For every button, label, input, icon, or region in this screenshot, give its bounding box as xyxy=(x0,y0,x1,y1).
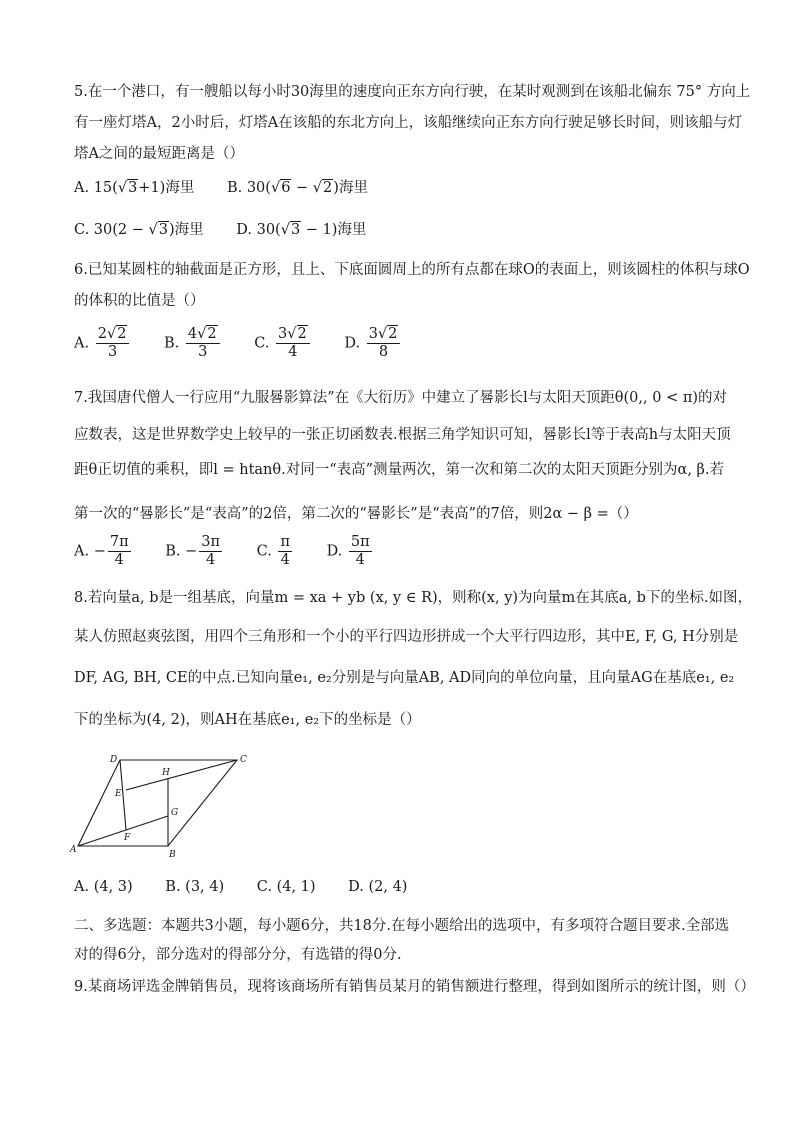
q5-line1: 5.在一个港口，有一艘船以每小时30海里的速度向正东方向行驶，在某时观测到在该船北偏东 75° 方向上 xyxy=(74,84,751,100)
option-text: 30(2 − xyxy=(93,222,149,238)
outer-parallelogram xyxy=(78,760,237,846)
label-b: B xyxy=(169,850,176,860)
option-text: )海里 xyxy=(333,180,368,196)
denominator: 8 xyxy=(378,344,389,360)
option-label: B. xyxy=(165,543,181,560)
option-value: (2, 4) xyxy=(368,879,408,895)
q8-line1: 8.若向量a, b是一组基底，向量m = xa + yb (x, y ∈ R)，则称(x, y)为向量m在其底a, b下的坐标.如图， xyxy=(74,590,753,606)
q6-line1: 6.已知某圆柱的轴截面是正方形，且上、下底面圆周上的所有点都在球O的表面上，则该圆柱的体积与球O xyxy=(74,262,750,278)
q5-option-d[interactable]: D. 30(√3 − 1)海里 xyxy=(236,222,367,238)
option-label: C. xyxy=(74,222,90,238)
radicand: 3 xyxy=(290,222,301,238)
q7-option-c[interactable] xyxy=(257,534,294,569)
option-value: (4, 3) xyxy=(93,879,133,895)
option-label: A. xyxy=(74,879,90,895)
option-text: 30( xyxy=(256,222,281,238)
option-value: (4, 1) xyxy=(276,879,316,895)
q8-option-a[interactable] xyxy=(74,877,133,897)
q6-option-d[interactable] xyxy=(344,326,402,361)
sign: − xyxy=(93,543,106,560)
radicand: 2 xyxy=(323,180,333,196)
coef: 2 xyxy=(97,326,107,342)
fraction: $\frac{4√2}{3}$ xyxy=(186,326,220,361)
label-f: F xyxy=(124,833,131,843)
option-value: (3, 4) xyxy=(185,879,225,895)
radicand: 2 xyxy=(297,326,307,342)
label-d: D xyxy=(110,755,118,765)
segment-ag xyxy=(78,816,168,846)
q9-line1: 9.某商场评选金牌销售员，现将该商场所有销售员某月的销售额进行整理，得到如图所示的统计图，则（） xyxy=(74,979,755,995)
q5-option-c[interactable]: C. 30(2 − √3)海里 xyxy=(74,222,204,238)
option-label: A. xyxy=(74,335,90,352)
option-label: C. xyxy=(256,543,272,560)
q8-option-d[interactable] xyxy=(348,877,407,897)
option-label: D. xyxy=(326,543,343,560)
option-label: D. xyxy=(344,335,361,352)
option-text: +1)海里 xyxy=(138,180,195,196)
option-label: A. xyxy=(74,543,90,560)
q6-line2: 的体积的比值是（） xyxy=(74,293,205,309)
q6-option-c[interactable] xyxy=(254,326,312,361)
q7-line2: 应数表，这是世界数学史上较早的一张正切函数表.根据三角学知识可知，晷影长l等于表高h与太阳天顶 xyxy=(74,427,731,443)
q8-line2: 某人仿照赵爽弦图，用四个三角形和一个小的平行四边形拼成一个大平行四边形，其中E, F, G, H分别是 xyxy=(74,629,739,645)
section2-line2: 对的得6分，部分选对的得部分分，有选错的得0分. xyxy=(74,947,402,963)
radicand: 2 xyxy=(117,326,127,342)
radicand: 3 xyxy=(128,180,138,196)
fraction xyxy=(278,534,292,569)
option-label: B. xyxy=(164,335,180,352)
q5-line3: 塔A之间的最短距离是（） xyxy=(74,146,244,162)
q6-option-a[interactable] xyxy=(74,326,131,361)
label-h: H xyxy=(162,768,170,778)
radicand: 6 xyxy=(281,180,291,196)
parallelogram-figure xyxy=(70,752,245,862)
segment-ce xyxy=(126,760,237,790)
denominator: 4 xyxy=(206,552,216,568)
denominator: 4 xyxy=(355,552,365,568)
option-text: )海里 xyxy=(168,222,204,238)
option-label: D. xyxy=(236,222,252,238)
denominator: 3 xyxy=(198,344,208,360)
q7-line4: 第一次的“晷影长”是“表高”的2倍，第二次的“晷影长”是“表高”的7倍，则2α − β =（） xyxy=(74,506,638,522)
q8-line4: 下的坐标为(4, 2)，则AH在基底e₁, e₂下的坐标是（） xyxy=(74,712,421,728)
q8-line3: DF, AG, BH, CE的中点.已知向量e₁, e₂分别是与向量AB, AD同向的单位向量，且向量AG在基底e₁, e₂ xyxy=(74,670,735,686)
q7-line3: 距θ正切值的乘积，即l = htanθ.对同一“表高”测量两次，第一次和第二次的太阳天顶距分别为α, β.若 xyxy=(74,462,725,478)
option-label: B. xyxy=(226,180,243,196)
option-label: D. xyxy=(348,879,364,895)
fraction: $\frac{3√2}{8}$ xyxy=(367,326,401,361)
denominator: 3 xyxy=(107,344,118,360)
coef: 4 xyxy=(187,326,198,342)
fraction xyxy=(349,534,372,569)
q8-option-c[interactable] xyxy=(257,877,316,897)
option-text: 15( xyxy=(93,180,118,196)
fraction: $\frac{3√2}{4}$ xyxy=(276,326,310,361)
numerator: 3π xyxy=(201,534,221,550)
q8-option-b[interactable] xyxy=(165,877,224,897)
q7-option-a[interactable] xyxy=(74,534,133,569)
label-g: G xyxy=(171,808,179,818)
q5-option-b[interactable]: B. 30(√6 − √2)海里 xyxy=(226,180,368,196)
radicand: 2 xyxy=(207,326,217,342)
label-a: A xyxy=(70,845,77,855)
q7-options xyxy=(74,534,402,569)
denominator: 4 xyxy=(288,344,298,360)
numerator: π xyxy=(280,534,290,550)
section2-line1: 二、多选题：本题共3小题，每小题6分，共18分.在每小题给出的选项中，有多项符合题目要求.全部选 xyxy=(74,918,730,934)
option-text: − xyxy=(291,180,313,196)
q7-option-b[interactable] xyxy=(165,534,224,569)
sign: − xyxy=(185,543,198,560)
q5-options-row2 xyxy=(74,220,394,240)
fraction xyxy=(108,534,131,569)
option-label: A. xyxy=(74,180,90,196)
q5-line2: 有一座灯塔A，2小时后，灯塔A在该船的东北方向上，该船继续向正东方向行驶足够长时间，则该船与灯 xyxy=(74,115,743,131)
denominator: 4 xyxy=(280,552,290,568)
numerator: 5π xyxy=(350,534,370,550)
option-label: C. xyxy=(254,335,270,352)
q7-line1: 7.我国唐代僧人一行应用“九服晷影算法”在《大衍历》中建立了晷影长l与太阳天顶距θ(0,, 0 < π)的对 xyxy=(74,390,728,406)
label-c: C xyxy=(240,755,247,765)
radicand: 3 xyxy=(158,222,168,238)
coef: 3 xyxy=(278,326,288,342)
q5-option-a[interactable]: A. 15(√3+1)海里 xyxy=(74,180,195,196)
option-label: B. xyxy=(165,879,181,895)
label-e: E xyxy=(115,789,122,799)
q5-options-row1 xyxy=(74,178,396,198)
q6-option-b[interactable] xyxy=(164,326,222,361)
radicand: 2 xyxy=(388,326,398,342)
q7-option-d[interactable] xyxy=(327,534,374,569)
option-text: 30( xyxy=(246,180,271,196)
option-label: C. xyxy=(256,879,272,895)
q6-options xyxy=(74,326,430,361)
q8-options xyxy=(74,877,435,897)
numerator: 7π xyxy=(109,534,129,550)
denominator: 4 xyxy=(114,552,124,568)
fraction: $\frac{2√2}{3}$ xyxy=(96,326,130,361)
coef: 3 xyxy=(368,326,378,342)
fraction xyxy=(199,534,222,569)
option-text: − 1)海里 xyxy=(301,222,367,238)
